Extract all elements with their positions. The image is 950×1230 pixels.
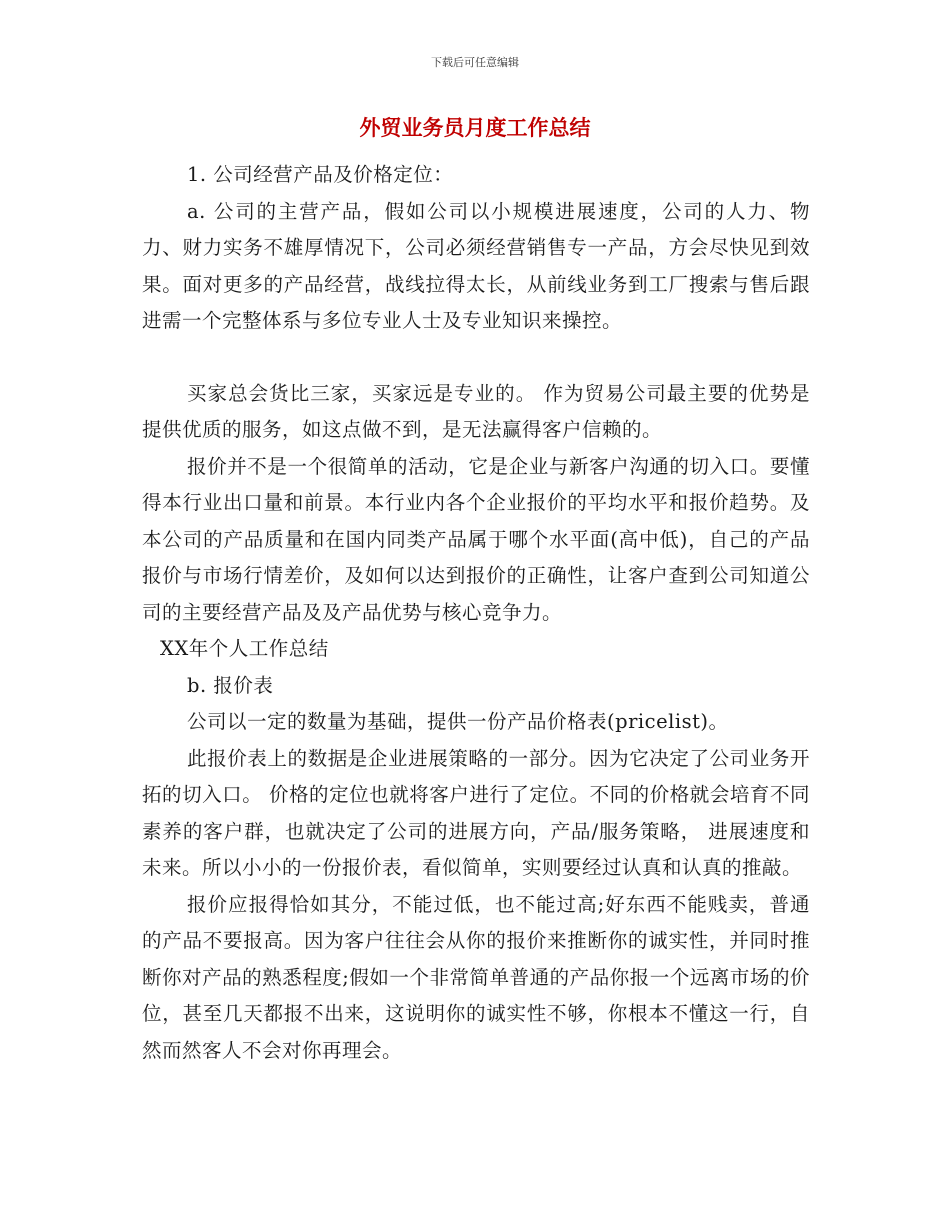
paragraph-summary-label: XX年个人工作总结: [160, 637, 329, 660]
paragraph-pricing-advice: 报价应报得恰如其分，不能过低，也不能过高;好东西不能贱卖，普通的产品不要报高。因为客户往往会从你的报价来推断你的诚实性，并同时推断你对产品的熟悉程度;假如一个非常简单普通的产品你报一个远离市场的价位，甚至几天都报不出来，这说明你的诚实性不够，你根本不懂这一行，自然而然客人不会对你再理会。: [142, 892, 810, 1062]
section-heading-1: 1. 公司经营产品及价格定位：: [187, 163, 454, 186]
section-heading-b: b. 报价表: [187, 673, 274, 697]
paragraph-pricelist: 公司以一定的数量为基础，提供一份产品价格表(pricelist)。: [187, 710, 729, 733]
paragraph-main-products: a. 公司的主营产品，假如公司以小规模进展速度，公司的人力、物力、财力实务不雄厚情况下，公司必须经营销售专一产品，方会尽快见到效果。面对更多的产品经营，战线拉得太长，从前线业务到工厂搜索与售后跟进需一个完整体系与多位专业人士及专业知识来操控。: [142, 199, 810, 332]
paragraph-quotation: 报价并不是一个很简单的活动，它是企业与新客户沟通的切入口。要懂得本行业出口量和前景。本行业内各个企业报价的平均水平和报价趋势。及本公司的产品质量和在国内同类产品属于哪个水平面(高中低)，自己的产品报价与市场行情差价，及如何以达到报价的正确性，让客户查到公司知道公司的主要经营产品及及产品优势与核心竞争力。: [142, 454, 810, 624]
document-title: 外贸业务员月度工作总结: [359, 116, 591, 140]
header-note: 下载后可任意编辑: [431, 56, 519, 69]
paragraph-buyers: 买家总会货比三家，买家远是专业的。 作为贸易公司最主要的优势是提供优质的服务，如这点做不到，是无法赢得客户信赖的。: [142, 381, 810, 441]
document-body: [142, 157, 810, 1069]
paragraph-strategy: 此报价表上的数据是企业进展策略的一部分。因为它决定了公司业务开拓的切入口。 价格的定位也就将客户进行了定位。不同的价格就会培育不同素养的客户群，也就决定了公司的进展方向，产品/服务策略， 进展速度和未来。所以小小的一份报价表，看似简单，实则要经过认真和认真的推敲。: [142, 746, 810, 879]
